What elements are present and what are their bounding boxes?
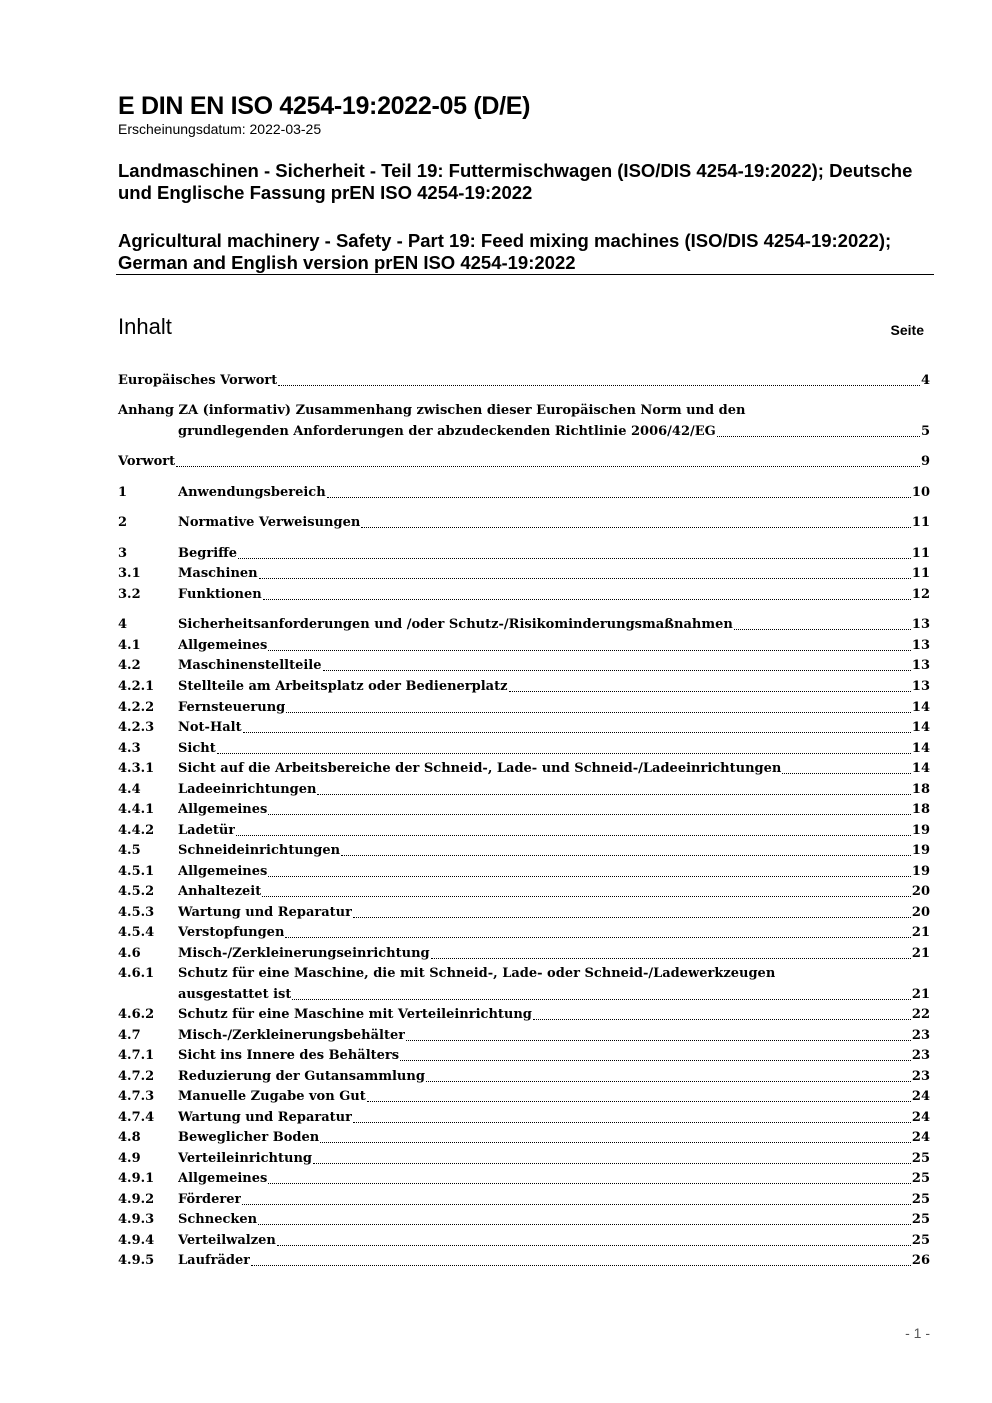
toc-entry-label: Sicherheitsanforderungen und /oder Schutz-/Risikominderungsmaßnahmen [178, 617, 733, 632]
toc-entry[interactable] [118, 718, 930, 738]
toc-entry[interactable] [118, 1190, 930, 1210]
toc-entry-number: 4.9.2 [118, 1192, 155, 1207]
toc-entry-label: Reduzierung der Gutansammlung [178, 1069, 425, 1084]
toc-entry-label: Europäisches Vorwort [118, 373, 278, 388]
toc-entry-page: 13 [911, 679, 930, 694]
title-german: Landmaschinen - Sicherheit - Teil 19: Futtermischwagen (ISO/DIS 4254-19:2022); Deutsche und Englische Fassung prEN ISO 4254-19:2022 [118, 160, 913, 203]
toc-entry-page: 11 [911, 566, 930, 581]
toc-entry-label: Schutz für eine Maschine, die mit Schneid-, Lade- oder Schneid-/Ladewerkzeugen [178, 966, 776, 981]
toc-entry-number: 3.2 [118, 587, 141, 602]
toc-entry-number: 4.9.4 [118, 1233, 155, 1248]
dot-leader [268, 800, 911, 815]
toc-entry-page: 26 [911, 1253, 930, 1268]
dot-leader [242, 1190, 911, 1205]
toc-entry-number: 4.7.2 [118, 1069, 155, 1084]
toc-entry-number: 3.1 [118, 566, 141, 581]
dot-leader [238, 544, 911, 559]
toc-entry-page: 14 [911, 761, 930, 776]
toc-entry[interactable] [118, 371, 930, 391]
toc-entry[interactable] [118, 1231, 930, 1251]
toc-entry-page: 25 [911, 1151, 930, 1166]
toc-entry[interactable] [118, 1108, 930, 1128]
dot-leader [278, 371, 920, 386]
toc-entry-label: Beweglicher Boden [178, 1130, 320, 1145]
dot-leader [341, 841, 911, 856]
toc-entry[interactable] [118, 780, 930, 800]
dot-leader [268, 1169, 911, 1184]
toc-entry-number: 4.2.2 [118, 700, 155, 715]
dot-leader [263, 585, 911, 600]
toc-entry-label: Manuelle Zugabe von Gut [178, 1089, 366, 1104]
toc-entry[interactable] [118, 1005, 930, 1025]
toc-entry-label: Maschinen [178, 566, 258, 581]
toc-entry-number: 4.4.2 [118, 823, 155, 838]
toc-entry[interactable] [118, 585, 930, 605]
toc-entry-page: 11 [911, 546, 930, 561]
toc-entry[interactable] [118, 698, 930, 718]
toc-entry-number: 4.9.3 [118, 1212, 155, 1227]
dot-leader [353, 1108, 911, 1123]
dot-leader [217, 739, 911, 754]
toc-entry-page: 25 [911, 1212, 930, 1227]
toc-entry[interactable] [118, 636, 930, 656]
document-title: E DIN EN ISO 4254-19:2022-05 (D/E) [118, 92, 531, 120]
toc-entry-number: 4.4.1 [118, 802, 155, 817]
toc-entry-page: 25 [911, 1192, 930, 1207]
dot-leader [258, 1210, 911, 1225]
toc-entry-label: Verstopfungen [178, 925, 285, 940]
toc-entry-number: 4.5 [118, 843, 141, 858]
toc-entry-label: Ladeeinrichtungen [178, 782, 317, 797]
toc-entry-page: 18 [911, 782, 930, 797]
toc-entry-label: Verteileinrichtung [178, 1151, 312, 1166]
dot-leader [367, 1087, 911, 1102]
toc-heading: Inhalt [118, 314, 172, 339]
dot-leader [361, 513, 911, 528]
toc-entry-first-line[interactable] [118, 964, 930, 984]
title-english: Agricultural machinery - Safety - Part 19: Feed mixing machines (ISO/DIS 4254-19:2022); German and English version prEN ISO 4254-19:2022 [118, 230, 892, 273]
toc-entry-number: 4.2 [118, 658, 141, 673]
toc-entry-number: 4.9 [118, 1151, 141, 1166]
toc-entry-number: 1 [118, 485, 128, 500]
toc-annex-page: 5 [920, 424, 930, 439]
toc-entry-page: 19 [911, 843, 930, 858]
dot-leader [320, 1128, 911, 1143]
toc-entry-label: Misch-/Zerkleinerungseinrichtung [178, 946, 430, 961]
toc-entry-label: Wartung und Reparatur [178, 1110, 352, 1125]
toc-entry[interactable] [118, 903, 930, 923]
dot-leader [268, 636, 911, 651]
toc-entry[interactable] [118, 821, 930, 841]
toc-entry-label: Schutz für eine Maschine mit Verteileinrichtung [178, 1007, 532, 1022]
toc-entry[interactable] [118, 564, 930, 584]
toc-entry-page: 21 [911, 987, 930, 1002]
toc-entry-number: 4.5.3 [118, 905, 155, 920]
toc-entry-number: 4.3 [118, 741, 141, 756]
toc-entry-label-continued: ausgestattet ist [178, 987, 292, 1002]
dot-leader [327, 483, 911, 498]
dot-leader [734, 615, 911, 630]
toc-entry-number: 4.5.1 [118, 864, 155, 879]
toc-entry[interactable] [118, 841, 930, 861]
toc-entry-label: Sicht auf die Arbeitsbereiche der Schneid-, Lade- und Schneid-/Ladeeinrichtungen [178, 761, 782, 776]
toc-entry[interactable] [118, 1026, 930, 1046]
toc-entry-number: 4.9.5 [118, 1253, 155, 1268]
toc-entry[interactable] [118, 985, 930, 1005]
toc-entry[interactable] [118, 1210, 930, 1230]
dot-leader [323, 656, 911, 671]
toc-entry-label: Fernsteuerung [178, 700, 286, 715]
toc-entry[interactable] [118, 1149, 930, 1169]
toc-entry-page: 21 [911, 925, 930, 940]
toc-entry-number: 4.7.1 [118, 1048, 155, 1063]
toc-entry[interactable] [118, 544, 930, 564]
page-number: - 1 - [905, 1325, 930, 1341]
toc-entry-page: 23 [911, 1028, 930, 1043]
toc-entry-label: Anhaltezeit [178, 884, 262, 899]
toc-entry[interactable] [118, 1169, 930, 1189]
toc-entry-number: 4 [118, 617, 128, 632]
toc-entry-label: Förderer [178, 1192, 242, 1207]
toc-entry[interactable] [118, 923, 930, 943]
dot-leader [509, 677, 911, 692]
toc-entry-number: 4.8 [118, 1130, 141, 1145]
toc-entry-number: 4.1 [118, 638, 141, 653]
toc-entry[interactable] [118, 739, 930, 759]
toc-entry-page: 24 [911, 1130, 930, 1145]
toc-entry-label: Verteilwalzen [178, 1233, 276, 1248]
toc-entry-label: Ladetür [178, 823, 236, 838]
dot-leader [243, 718, 911, 733]
toc-entry-page: 18 [911, 802, 930, 817]
toc-entry-number: 4.2.1 [118, 679, 155, 694]
toc-entry-page: 13 [911, 617, 930, 632]
toc-entry-number: 4.9.1 [118, 1171, 155, 1186]
dot-leader [313, 1149, 911, 1164]
toc-entry-label: Maschinenstellteile [178, 658, 322, 673]
toc-entry[interactable] [118, 944, 930, 964]
toc-entry[interactable] [118, 615, 930, 635]
dot-leader [426, 1067, 911, 1082]
toc-entry-number: 4.6.2 [118, 1007, 155, 1022]
toc-entry-number: 2 [118, 515, 128, 530]
toc-entry-page: 20 [911, 884, 930, 899]
dot-leader [406, 1026, 911, 1041]
toc-entry-page: 22 [911, 1007, 930, 1022]
toc-entry-number: 4.2.3 [118, 720, 155, 735]
dot-leader [268, 862, 911, 877]
dot-leader [251, 1251, 911, 1266]
toc-entry-number: 4.6.1 [118, 966, 155, 981]
toc-entry-label: Anwendungsbereich [178, 485, 326, 500]
dot-leader [782, 759, 911, 774]
toc-entry[interactable] [118, 1087, 930, 1107]
toc-entry-number: 4.4 [118, 782, 141, 797]
toc-entry[interactable] [118, 1067, 930, 1087]
toc-page-column-label: Seite [890, 322, 924, 338]
dot-leader [400, 1046, 911, 1061]
dot-leader [431, 944, 911, 959]
toc-entry-page: 10 [911, 485, 930, 500]
toc-entry[interactable] [118, 656, 930, 676]
toc-entry-page: 14 [911, 720, 930, 735]
toc-entry-number: 4.5.4 [118, 925, 155, 940]
toc-entry[interactable] [118, 483, 930, 503]
toc-entry-page: 23 [911, 1069, 930, 1084]
toc-entry-label: Vorwort [118, 454, 176, 469]
toc-entry-label: Schneideinrichtungen [178, 843, 341, 858]
toc-entry-page: 20 [911, 905, 930, 920]
toc-annex-line1[interactable]: Anhang ZA (informativ) Zusammenhang zwischen dieser Europäischen Norm und den [118, 403, 746, 418]
toc-entry-number: 4.7.3 [118, 1089, 155, 1104]
toc-entry-page: 21 [911, 946, 930, 961]
toc-entry-page: 25 [911, 1171, 930, 1186]
toc-entry-number: 4.7 [118, 1028, 141, 1043]
toc-entry[interactable] [118, 882, 930, 902]
toc-entry-page: 14 [911, 741, 930, 756]
dot-leader [533, 1005, 911, 1020]
toc-entry-label: Allgemeines [178, 1171, 268, 1186]
toc-entry-number: 4.7.4 [118, 1110, 155, 1125]
toc-entry-label: Wartung und Reparatur [178, 905, 352, 920]
toc-entry[interactable] [118, 759, 930, 779]
toc-entry-page: 13 [911, 638, 930, 653]
toc-annex-entry[interactable] [118, 422, 930, 442]
dot-leader [717, 422, 920, 437]
toc-entry[interactable] [118, 1046, 930, 1066]
dot-leader [292, 985, 911, 1000]
header-divider [116, 274, 934, 275]
toc-entry-label: Normative Verweisungen [178, 515, 361, 530]
dot-leader [176, 452, 920, 467]
toc-entry-page: 11 [911, 515, 930, 530]
toc-entry-label: Begriffe [178, 546, 238, 561]
toc-entry-page: 23 [911, 1048, 930, 1063]
dot-leader [353, 903, 911, 918]
toc-entry-page: 12 [911, 587, 930, 602]
toc-entry-page: 14 [911, 700, 930, 715]
toc-annex-line2: grundlegenden Anforderungen der abzudeckenden Richtlinie 2006/42/EG [178, 424, 716, 439]
toc-entry-label: Sicht ins Innere des Behälters [178, 1048, 400, 1063]
toc-entry-label: Allgemeines [178, 638, 268, 653]
dot-leader [262, 882, 911, 897]
dot-leader [236, 821, 911, 836]
toc-entry-page: 9 [920, 454, 930, 469]
toc-entry-number: 3 [118, 546, 128, 561]
toc-entry-label: Allgemeines [178, 864, 268, 879]
toc-entry[interactable] [118, 800, 930, 820]
toc-entry-page: 25 [911, 1233, 930, 1248]
toc-entry-page: 19 [911, 823, 930, 838]
dot-leader [285, 923, 911, 938]
toc-entry-label: Misch-/Zerkleinerungsbehälter [178, 1028, 406, 1043]
toc-entry-label: Allgemeines [178, 802, 268, 817]
toc-entry[interactable] [118, 677, 930, 697]
toc-entry-label: Stellteile am Arbeitsplatz oder Bedienerplatz [178, 679, 508, 694]
toc-entry-page: 24 [911, 1110, 930, 1125]
publication-date: Erscheinungsdatum: 2022-03-25 [118, 121, 322, 137]
toc-entry[interactable] [118, 513, 930, 533]
dot-leader [259, 564, 911, 579]
toc-entry-page: 19 [911, 864, 930, 879]
toc-entry[interactable] [118, 1128, 930, 1148]
toc-entry-label: Sicht [178, 741, 216, 756]
dot-leader [286, 698, 911, 713]
toc-entry[interactable] [118, 862, 930, 882]
toc-entry-number: 4.3.1 [118, 761, 155, 776]
toc-entry-label: Schnecken [178, 1212, 258, 1227]
toc-entry-label: Funktionen [178, 587, 262, 602]
toc-entry-number: 4.5.2 [118, 884, 155, 899]
toc-entry-label: Not-Halt [178, 720, 242, 735]
toc-entry[interactable] [118, 1251, 930, 1271]
toc-entry-page: 13 [911, 658, 930, 673]
toc-entry-number: 4.6 [118, 946, 141, 961]
dot-leader [277, 1231, 911, 1246]
toc-entry[interactable] [118, 452, 930, 472]
toc-entry-label: Laufräder [178, 1253, 251, 1268]
toc-entry-page: 24 [911, 1089, 930, 1104]
dot-leader [317, 780, 910, 795]
toc-entry-page: 4 [920, 373, 930, 388]
